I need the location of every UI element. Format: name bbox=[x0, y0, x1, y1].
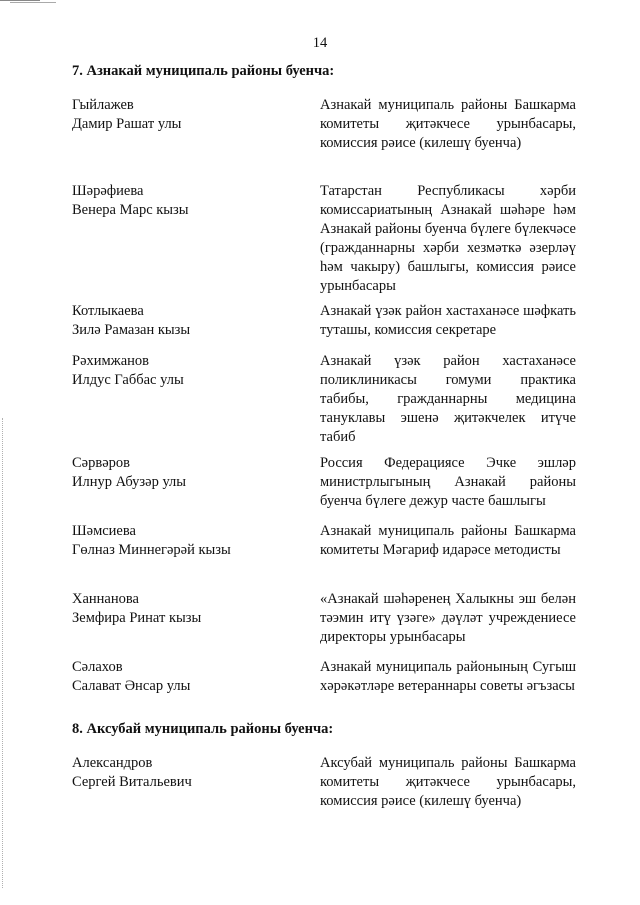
member-given-name: Салават Әнсар улы bbox=[72, 678, 191, 694]
member-position: Азнакай муниципаль районы Башкарма комитеты җитәкчесе урынбасары, комиссия рәисе (килешү буенча) bbox=[320, 97, 576, 151]
member-surname: Рәхимжанов bbox=[72, 353, 149, 369]
member-given-name: Земфира Ринат кызы bbox=[72, 610, 202, 626]
member-given-name: Илнур Абузәр улы bbox=[72, 474, 187, 490]
member-surname: Шәрәфиева bbox=[72, 183, 144, 199]
member-position: Азнакай үзәк район хастаханәсе шәфкать туташы, комиссия секретаре bbox=[320, 303, 576, 338]
member-name bbox=[72, 522, 302, 560]
member-name bbox=[72, 454, 302, 492]
member-surname: Ханнанова bbox=[72, 591, 139, 607]
member-name bbox=[72, 658, 302, 696]
member-surname: Шәмсиева bbox=[72, 523, 136, 539]
member-position: Азнакай муниципаль районы Башкарма комитеты Мәгариф идарәсе методисты bbox=[320, 523, 576, 558]
member-position: Татарстан Республикасы хәрби комиссариатының Азнакай шәһәре һәм Азнакай районы буенча бүлеге бүлекчәсе (гражданнарны хәрби хезмәткә әзерләү һәм чакыру) башлыгы, комиссия рәисе урынбасары bbox=[320, 183, 576, 294]
member-name bbox=[72, 590, 302, 628]
page-number: 14 bbox=[312, 35, 328, 51]
member-given-name: Венера Марс кызы bbox=[72, 202, 189, 218]
scan-edge-dots bbox=[2, 418, 4, 888]
member-surname: Александров bbox=[72, 755, 153, 771]
section-heading-aksubay: 8. Аксубай муниципаль районы буенча: bbox=[72, 721, 334, 737]
member-position: Азнакай муниципаль районының Сугыш хәрәкәтләре ветераннары советы әгъзасы bbox=[320, 659, 576, 694]
member-name bbox=[72, 302, 302, 340]
member-name bbox=[72, 352, 302, 390]
section-heading-aznakay: 7. Азнакай муниципаль районы буенча: bbox=[72, 63, 335, 79]
member-surname: Гыйлажев bbox=[72, 97, 134, 113]
member-given-name: Илдус Габбас улы bbox=[72, 372, 184, 388]
member-surname: Сәрвәров bbox=[72, 455, 130, 471]
member-position: Россия Федерациясе Эчке эшләр министрлыгының Азнакай районы буенча бүлеге дежур часте башлыгы bbox=[320, 455, 576, 509]
member-given-name: Гөлназ Миннегәрәй кызы bbox=[72, 542, 231, 558]
member-name bbox=[72, 96, 302, 134]
scan-corner-mark bbox=[0, 0, 58, 4]
member-position: Аксубай муниципаль районы Башкарма комитеты җитәкчесе урынбасары, комиссия рәисе (килешү буенча) bbox=[320, 755, 576, 809]
member-given-name: Сергей Витальевич bbox=[72, 774, 192, 790]
member-surname: Котлыкаева bbox=[72, 303, 144, 319]
member-position: Азнакай үзәк район хастаханәсе поликлиникасы гомуми практика табибы, гражданнарны медицина тануклавы эшенә җитәкчелек итүче табиб bbox=[320, 353, 576, 445]
member-name bbox=[72, 754, 302, 792]
member-given-name: Дамир Рашат улы bbox=[72, 116, 182, 132]
member-given-name: Зилә Рамазан кызы bbox=[72, 322, 191, 338]
member-surname: Сәлахов bbox=[72, 659, 123, 675]
member-name bbox=[72, 182, 302, 220]
member-position: «Азнакай шәһәренең Халыкны эш белән тәэмин итү үзәге» дәүләт учреждениесе директоры урынбасары bbox=[320, 591, 576, 645]
